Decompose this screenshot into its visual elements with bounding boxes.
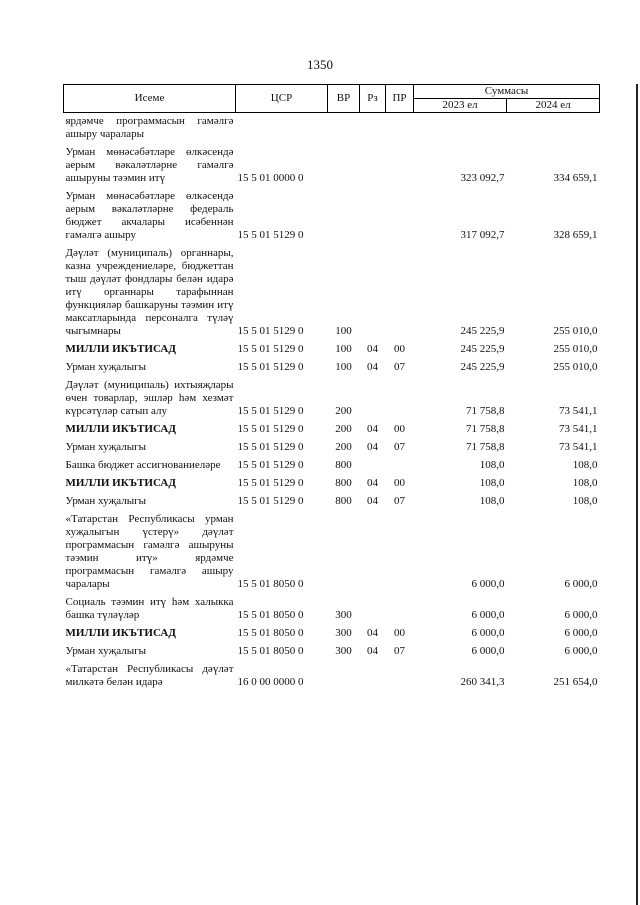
header-pr: ПР [386,85,414,113]
cell-rz [360,661,386,692]
cell-vr: 300 [335,609,352,621]
cell-s2: 255 010,0 [553,361,598,373]
cell-pr [386,661,414,692]
cell-csr: 15 5 01 8050 0 [237,578,304,590]
cell-csr [236,113,328,145]
cell-rz: 04 [367,423,378,435]
cell-pr [386,188,414,245]
cell-s1: 6 000,0 [471,627,505,639]
cell-vr [328,511,360,594]
cell-csr: 15 5 01 5129 0 [237,495,304,507]
cell-rz: 04 [367,645,378,657]
cell-s2: 6 000,0 [564,627,598,639]
cell-s2: 108,0 [572,459,598,471]
cell-csr: 15 5 01 5129 0 [237,361,304,373]
budget-table [63,84,600,692]
cell-pr: 00 [394,423,405,435]
cell-rz: 04 [367,627,378,639]
cell-s2: 328 659,1 [553,229,598,241]
table-row [64,643,600,661]
table-row [64,439,600,457]
table-row [64,245,600,341]
cell-name: МИЛЛИ ИКЪТИСАД [65,423,176,435]
header-csr: ЦСР [236,85,328,113]
cell-name: ярдәмче программасын гамәлгә ашыру чаралары [65,115,234,140]
cell-vr: 300 [335,645,352,657]
cell-s2: 73 541,1 [559,441,598,453]
table-row [64,144,600,188]
table-row [64,661,600,692]
page-edge-line [636,84,638,905]
cell-s1: 108,0 [479,495,505,507]
cell-s1: 6 000,0 [471,645,505,657]
cell-csr: 15 5 01 5129 0 [237,343,304,355]
cell-name: Урман хуҗалыгы [65,441,147,453]
cell-csr: 16 0 00 0000 0 [237,676,304,688]
cell-name: «Татарстан Республикасы урман хуҗалыгын үстерү» дәүләт программасын гамәлгә ашыруны тәэмин итү» ярдәмче программасын гамәлгә ашыру чаралары [65,513,234,590]
cell-name: Дәүләт (муниципаль) ихтыяҗлары өчен товарлар, эшләр һәм хезмәт күрсәтүләр сатып алу [65,379,234,417]
cell-name: Урман мөнәсәбәтләре өлкәсендә аерым вәкаләтләрне федераль бюджет акчалары исәбеннән гамәлгә ашыру [65,190,234,241]
cell-csr: 15 5 01 8050 0 [237,645,304,657]
cell-name: МИЛЛИ ИКЪТИСАД [65,627,176,639]
cell-vr [328,661,360,692]
cell-pr: 00 [394,627,405,639]
cell-s1: 245 225,9 [460,361,505,373]
cell-s1: 317 092,7 [460,229,505,241]
cell-s2: 108,0 [572,495,598,507]
cell-s1: 71 758,8 [466,441,505,453]
cell-vr: 800 [335,459,352,471]
header-vr: ВР [328,85,360,113]
cell-csr: 15 5 01 5129 0 [237,325,304,337]
cell-s2: 6 000,0 [564,578,598,590]
table-row [64,359,600,377]
cell-name: Урман хуҗалыгы [65,645,147,657]
cell-s1: 71 758,8 [466,423,505,435]
cell-s2: 255 010,0 [553,325,598,337]
cell-pr [386,594,414,625]
table-row [64,188,600,245]
cell-vr: 200 [335,405,352,417]
cell-pr: 00 [394,343,405,355]
cell-vr [328,113,360,145]
cell-s2: 255 010,0 [553,343,598,355]
cell-vr: 300 [335,627,352,639]
table-row [64,493,600,511]
cell-s1 [414,113,507,145]
cell-rz [360,594,386,625]
cell-s1: 323 092,7 [460,172,505,184]
cell-name: «Татарстан Республикасы дәүләт милкәтә белән идарә [65,663,234,688]
cell-pr [386,113,414,145]
table-body [64,113,600,693]
cell-vr: 800 [335,495,352,507]
cell-pr [386,457,414,475]
table-row [64,457,600,475]
cell-pr [386,245,414,341]
cell-rz [360,144,386,188]
cell-s1: 245 225,9 [460,343,505,355]
cell-s1: 260 341,3 [460,676,505,688]
cell-s2: 73 541,1 [559,405,598,417]
cell-rz: 04 [367,361,378,373]
cell-s1: 108,0 [479,459,505,471]
cell-rz: 04 [367,441,378,453]
cell-name: МИЛЛИ ИКЪТИСАД [65,343,176,355]
cell-rz [360,511,386,594]
cell-vr: 800 [335,477,352,489]
cell-csr: 15 5 01 5129 0 [237,459,304,471]
header-year-2023: 2023 ел [414,99,507,113]
cell-csr: 15 5 01 8050 0 [237,609,304,621]
cell-csr: 15 5 01 0000 0 [237,172,304,184]
cell-name: Дәүләт (муниципаль) органнары, казна учреждениеләре, бюджеттан тыш дәүләт фондлары белән идарә итү органнары тарафыннан функцияләр башкаруны тәэмин итү максатларында персоналга түләү чыгымнары [65,247,234,337]
page-number: 1350 [307,57,333,72]
cell-csr: 15 5 01 8050 0 [237,627,304,639]
cell-s2: 6 000,0 [564,609,598,621]
cell-pr: 07 [394,645,405,657]
cell-name: Урман хуҗалыгы [65,495,147,507]
cell-rz [360,245,386,341]
cell-s2: 251 654,0 [553,676,598,688]
cell-pr: 07 [394,495,405,507]
cell-s1: 245 225,9 [460,325,505,337]
cell-s2: 6 000,0 [564,645,598,657]
table-row [64,113,600,145]
cell-csr: 15 5 01 5129 0 [237,477,304,489]
header-sums: Суммасы [414,85,600,99]
cell-pr: 07 [394,361,405,373]
cell-vr [328,188,360,245]
table-row [64,377,600,421]
cell-pr: 00 [394,477,405,489]
cell-s2 [507,113,600,145]
cell-s1: 71 758,8 [466,405,505,417]
cell-name: Урман мөнәсәбәтләре өлкәсендә аерым вәкаләтләрне гамәлгә ашыруны тәэмин итү [65,146,234,184]
table-row [64,625,600,643]
cell-vr: 200 [335,423,352,435]
cell-csr: 15 5 01 5129 0 [237,441,304,453]
cell-rz: 04 [367,495,378,507]
cell-pr: 07 [394,441,405,453]
table-row [64,475,600,493]
table-row [64,511,600,594]
table-row [64,341,600,359]
cell-vr: 200 [335,441,352,453]
cell-s2: 334 659,1 [553,172,598,184]
cell-pr [386,377,414,421]
cell-pr [386,144,414,188]
cell-name: Урман хуҗалыгы [65,361,147,373]
cell-rz [360,377,386,421]
cell-name: Социаль тәэмин итү һәм халыкка башка түләүләр [65,596,234,621]
header-name: Исеме [64,85,236,113]
cell-vr [328,144,360,188]
header-year-2024: 2024 ел [507,99,600,113]
cell-vr: 100 [335,343,352,355]
cell-vr: 100 [335,325,352,337]
cell-pr [386,511,414,594]
header-rz: Рз [360,85,386,113]
cell-s2: 108,0 [572,477,598,489]
table-row [64,594,600,625]
cell-rz [360,188,386,245]
cell-csr: 15 5 01 5129 0 [237,229,304,241]
cell-s1: 108,0 [479,477,505,489]
cell-s2: 73 541,1 [559,423,598,435]
cell-s1: 6 000,0 [471,578,505,590]
cell-rz [360,113,386,145]
cell-rz [360,457,386,475]
cell-name: Башка бюджет ассигнованиеләре [65,459,221,471]
table-row [64,421,600,439]
cell-rz: 04 [367,477,378,489]
cell-s1: 6 000,0 [471,609,505,621]
cell-csr: 15 5 01 5129 0 [237,405,304,417]
cell-name: МИЛЛИ ИКЪТИСАД [65,477,176,489]
cell-vr: 100 [335,361,352,373]
cell-csr: 15 5 01 5129 0 [237,423,304,435]
cell-rz: 04 [367,343,378,355]
table-header [64,85,600,113]
